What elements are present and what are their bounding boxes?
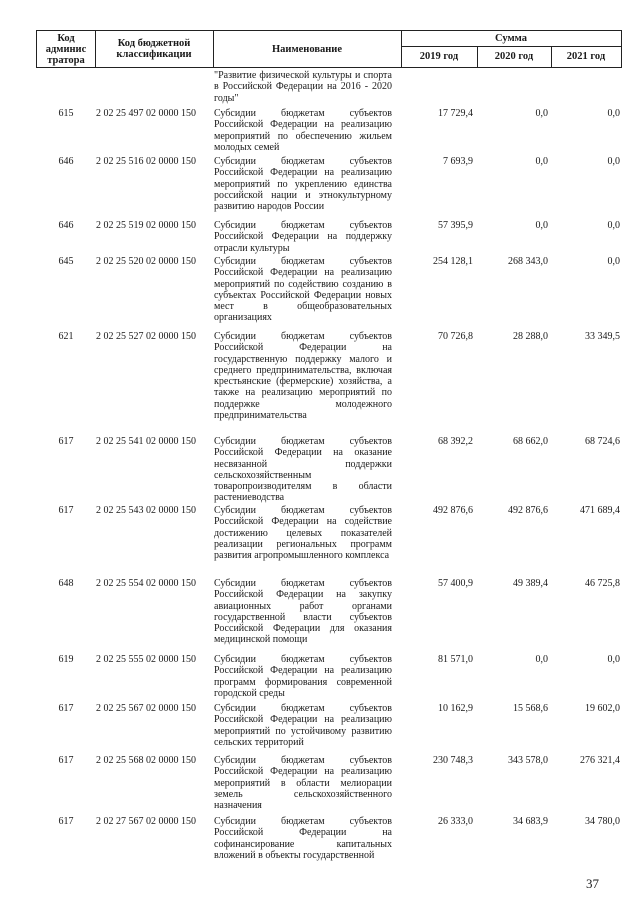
- amount-2019-cell: 81 571,0: [438, 654, 473, 665]
- amount-2020-cell: 343 578,0: [508, 755, 548, 766]
- amount-2020-cell: 15 568,6: [513, 703, 548, 714]
- classification-code-cell: 2 02 25 516 02 0000 150: [96, 156, 196, 167]
- amount-2020-cell: 28 288,0: [513, 331, 548, 342]
- amount-2021-cell: 276 321,4: [580, 755, 620, 766]
- name-cell: Субсидии бюджетам субъектов Российской Федерации на реализацию программ формирования современной городской среды: [214, 654, 392, 699]
- amount-2020-cell: 0,0: [535, 108, 548, 119]
- name-cell: Субсидии бюджетам субъектов Российской Федерации на софинансирование капитальных вложений в объекты государственной: [214, 816, 392, 861]
- amount-2019-cell: 254 128,1: [433, 256, 473, 267]
- header-year-2020: 2020 год: [494, 51, 534, 62]
- amount-2021-cell: 0,0: [607, 654, 620, 665]
- classification-code-cell: 2 02 25 568 02 0000 150: [96, 755, 196, 766]
- header-sum: Сумма: [495, 33, 527, 44]
- admin-code-cell: 648: [58, 578, 74, 589]
- table-header: [36, 30, 622, 68]
- classification-code-cell: 2 02 25 519 02 0000 150: [96, 220, 196, 231]
- header-year-2021: 2021 год: [566, 51, 606, 62]
- classification-code-cell: 2 02 25 554 02 0000 150: [96, 578, 196, 589]
- amount-2019-cell: 70 726,8: [438, 331, 473, 342]
- amount-2019-cell: 17 729,4: [438, 108, 473, 119]
- name-cell: Субсидии бюджетам субъектов Российской Федерации на реализацию мероприятий по укреплению единства российской нации и этнокультурному развитию народов России: [214, 156, 392, 213]
- amount-2019-cell: 68 392,2: [438, 436, 473, 447]
- amount-2021-cell: 0,0: [607, 256, 620, 267]
- admin-code-cell: 646: [58, 156, 74, 167]
- amount-2020-cell: 68 662,0: [513, 436, 548, 447]
- amount-2021-cell: 68 724,6: [585, 436, 620, 447]
- admin-code-cell: 617: [58, 505, 74, 516]
- continued-name-text: "Развитие физической культуры и спорта в Российской Федерации на 2016 - 2020 годы": [214, 70, 392, 104]
- page-number: 37: [586, 876, 599, 891]
- amount-2020-cell: 0,0: [535, 220, 548, 231]
- amount-2019-cell: 10 162,9: [438, 703, 473, 714]
- admin-code-cell: 619: [58, 654, 74, 665]
- header-admin-code: Код админис тратора: [45, 32, 87, 66]
- amount-2019-cell: 230 748,3: [433, 755, 473, 766]
- amount-2021-cell: 46 725,8: [585, 578, 620, 589]
- name-cell: Субсидии бюджетам субъектов Российской Федерации на поддержку отрасли культуры: [214, 220, 392, 254]
- classification-code-cell: 2 02 25 555 02 0000 150: [96, 654, 196, 665]
- admin-code-cell: 615: [58, 108, 74, 119]
- admin-code-cell: 617: [58, 703, 74, 714]
- amount-2021-cell: 0,0: [607, 156, 620, 167]
- amount-2021-cell: 471 689,4: [580, 505, 620, 516]
- amount-2019-cell: 57 395,9: [438, 220, 473, 231]
- admin-code-cell: 621: [58, 331, 74, 342]
- admin-code-cell: 646: [58, 220, 74, 231]
- amount-2020-cell: 0,0: [535, 156, 548, 167]
- admin-code-cell: 617: [58, 816, 74, 827]
- amount-2021-cell: 33 349,5: [585, 331, 620, 342]
- name-cell: Субсидии бюджетам субъектов Российской Федерации на оказание несвязанной поддержки сельскохозяйственным товаропроизводителям в области растениеводства: [214, 436, 392, 504]
- classification-code-cell: 2 02 27 567 02 0000 150: [96, 816, 196, 827]
- amount-2021-cell: 19 602,0: [585, 703, 620, 714]
- classification-code-cell: 2 02 25 543 02 0000 150: [96, 505, 196, 516]
- amount-2019-cell: 57 400,9: [438, 578, 473, 589]
- name-cell: Субсидии бюджетам субъектов Российской Федерации на содействие достижению целевых показателей реализации региональных программ развития агропромышленного комплекса: [214, 505, 392, 562]
- amount-2020-cell: 34 683,9: [513, 816, 548, 827]
- name-cell: Субсидии бюджетам субъектов Российской Федерации на реализацию мероприятий в области мелиорации земель сельскохозяйственного назначения: [214, 755, 392, 812]
- name-cell: Субсидии бюджетам субъектов Российской Федерации на реализацию мероприятий по содействию созданию в субъектах Российской Федерации новых мест в общеобразовательных организациях: [214, 256, 392, 324]
- amount-2021-cell: 34 780,0: [585, 816, 620, 827]
- amount-2019-cell: 7 693,9: [443, 156, 473, 167]
- amount-2020-cell: 0,0: [535, 654, 548, 665]
- name-cell: Субсидии бюджетам субъектов Российской Федерации на государственную поддержку малого и среднего предпринимательства, включая крестьянские (фермерские) хозяйства, а также на реализацию мероприятий по поддержке молодежного предпринимательства: [214, 331, 392, 422]
- header-year-2019: 2019 год: [419, 51, 459, 62]
- amount-2020-cell: 49 389,4: [513, 578, 548, 589]
- amount-2021-cell: 0,0: [607, 220, 620, 231]
- amount-2020-cell: 492 876,6: [508, 505, 548, 516]
- classification-code-cell: 2 02 25 497 02 0000 150: [96, 108, 196, 119]
- classification-code-cell: 2 02 25 520 02 0000 150: [96, 256, 196, 267]
- amount-2021-cell: 0,0: [607, 108, 620, 119]
- header-name: Наименование: [272, 43, 342, 55]
- amount-2019-cell: 26 333,0: [438, 816, 473, 827]
- admin-code-cell: 617: [58, 755, 74, 766]
- amount-2020-cell: 268 343,0: [508, 256, 548, 267]
- header-classification-code: Код бюджетной классификации: [116, 38, 192, 60]
- classification-code-cell: 2 02 25 567 02 0000 150: [96, 703, 196, 714]
- name-cell: Субсидии бюджетам субъектов Российской Федерации на реализацию мероприятий по устойчивому развитию сельских территорий: [214, 703, 392, 748]
- admin-code-cell: 617: [58, 436, 74, 447]
- classification-code-cell: 2 02 25 541 02 0000 150: [96, 436, 196, 447]
- amount-2019-cell: 492 876,6: [433, 505, 473, 516]
- admin-code-cell: 645: [58, 256, 74, 267]
- name-cell: Субсидии бюджетам субъектов Российской Федерации на реализацию мероприятий по обеспечению жильем молодых семей: [214, 108, 392, 153]
- name-cell: Субсидии бюджетам субъектов Российской Федерации на закупку авиационных работ органами государственной власти субъектов Российской Федерации для оказания медицинской помощи: [214, 578, 392, 646]
- classification-code-cell: 2 02 25 527 02 0000 150: [96, 331, 196, 342]
